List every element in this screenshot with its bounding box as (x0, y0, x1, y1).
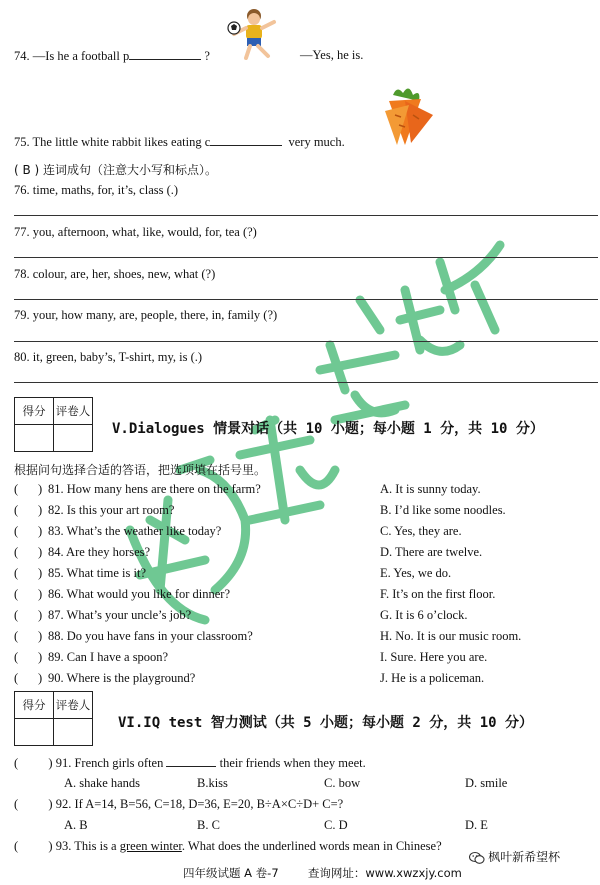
dialogue-answer-option: E. Yes, we do. (380, 566, 452, 580)
grader-label: 评卷人 (54, 398, 93, 425)
answer-blank[interactable] (210, 134, 282, 146)
option-b: B. C (197, 818, 220, 832)
dialogue-question: 82. Is this your art room? (48, 503, 175, 517)
score-cell[interactable] (15, 425, 54, 452)
question-75: 75. The little white rabbit likes eating c very much. (14, 135, 345, 149)
answer-slot[interactable] (22, 566, 36, 580)
answer-paren-close: ) (38, 524, 43, 538)
dialogue-answer-option: H. No. It is our music room. (380, 629, 522, 643)
score-cell[interactable] (15, 719, 54, 746)
dialogue-answer-option: J. He is a policeman. (380, 671, 485, 685)
page-footer: 四年级试题 A 卷-7 查询网址：www.xwzxjy.com (183, 866, 462, 880)
answer-paren-open: ( (14, 545, 19, 559)
answer-line[interactable] (14, 299, 598, 300)
answer-line[interactable] (14, 215, 598, 216)
football-boy-image (226, 6, 282, 60)
question-91: ( ) 91. French girls often their friends when they meet. (14, 756, 366, 770)
dialogue-answer-option: A. It is sunny today. (380, 482, 481, 496)
answer-paren-open: ( (14, 566, 19, 580)
answer-slot[interactable] (22, 608, 36, 622)
answer-paren-open: ( (14, 524, 19, 538)
dialogue-question: 84. Are they horses? (48, 545, 151, 559)
option-a: A. shake hands (64, 776, 141, 790)
section-5-title: V.Dialogues 情景对话（共 10 小题；每小题 1 分，共 10 分） (112, 421, 544, 437)
reorder-question-78: 78. colour, are, her, shoes, new, what (?) (14, 267, 216, 281)
answer-slot[interactable] (22, 545, 36, 559)
answer-slot[interactable] (22, 671, 36, 685)
reorder-question-80: 80. it, green, baby’s, T-shirt, my, is (.) (14, 350, 203, 364)
answer-paren-close: ) (38, 671, 43, 685)
answer-slot[interactable] (22, 503, 36, 517)
dialogue-question: 88. Do you have fans in your classroom? (48, 629, 253, 643)
answer-blank[interactable] (129, 48, 201, 60)
option-d: D. E (465, 818, 488, 832)
answer-paren-close: ) (38, 482, 43, 496)
answer-paren-close: ) (38, 503, 43, 517)
section-6-title: VI.IQ test 智力测试（共 5 小题；每小题 2 分，共 10 分） (118, 715, 534, 731)
dialogue-answer-option: G. It is 6 o’clock. (380, 608, 468, 622)
carrots-image (375, 85, 441, 149)
answer-paren-close: ) (38, 650, 43, 664)
reorder-question-77: 77. you, afternoon, what, like, would, for, tea (?) (14, 225, 257, 239)
score-box (14, 397, 93, 452)
question-92: ( ) 92. If A=14, B=56, C=18, D=36, E=20, B÷A×C÷D+ C=? (14, 797, 344, 811)
answer-paren-close: ) (38, 545, 43, 559)
answer-paren-close: ) (38, 629, 43, 643)
score-label: 得分 (15, 692, 54, 719)
answer-slot[interactable] (21, 797, 45, 808)
answer-paren-open: ( (14, 650, 19, 664)
dialogue-question: 83. What’s the weather like today? (48, 524, 222, 538)
dialogue-answer-option: D. There are twelve. (380, 545, 483, 559)
dialogue-question: 86. What would you like for dinner? (48, 587, 231, 601)
dialogue-answer-option: B. I’d like some noodles. (380, 503, 506, 517)
answer-line[interactable] (14, 382, 598, 383)
answer-line[interactable] (14, 341, 598, 342)
answer-paren-close: ) (38, 587, 43, 601)
option-c: C. bow (324, 776, 361, 790)
answer-paren-open: ( (14, 629, 19, 643)
answer-paren-open: ( (14, 671, 19, 685)
answer-paren-open: ( (14, 608, 19, 622)
reorder-question-79: 79. your, how many, are, people, there, in, family (?) (14, 308, 278, 322)
score-box (14, 691, 93, 746)
answer-paren-open: ( (14, 587, 19, 601)
answer-line[interactable] (14, 257, 598, 258)
wechat-label: 枫叶新希望杯 (488, 850, 561, 864)
answer-paren-close: ) (38, 566, 43, 580)
dialogue-question: 89. Can I have a spoon? (48, 650, 169, 664)
dialogue-answer-option: I. Sure. Here you are. (380, 650, 488, 664)
score-label: 得分 (15, 398, 54, 425)
section-5-instruction: 根据问句选择合适的答语，把选项填在括号里。 (14, 463, 267, 477)
answer-slot[interactable] (22, 587, 36, 601)
answer-blank[interactable] (166, 755, 216, 767)
answer-paren-close: ) (38, 608, 43, 622)
option-b: B.kiss (197, 776, 228, 790)
option-d: D. smile (465, 776, 508, 790)
part-b-header: ( B ) 连词成句（注意大小写和标点）。 (14, 163, 218, 177)
grader-cell[interactable] (54, 719, 93, 746)
option-a: A. B (64, 818, 88, 832)
option-c: C. D (324, 818, 348, 832)
answer-paren-open: ( (14, 503, 19, 517)
answer-slot[interactable] (22, 629, 36, 643)
wechat-icon (469, 851, 485, 865)
answer-slot[interactable] (22, 650, 36, 664)
grader-label: 评卷人 (54, 692, 93, 719)
dialogue-question: 90. Where is the playground? (48, 671, 196, 685)
answer-slot[interactable] (22, 482, 36, 496)
grader-cell[interactable] (54, 425, 93, 452)
reorder-question-76: 76. time, maths, for, it’s, class (.) (14, 183, 179, 197)
dialogue-question: 87. What’s your uncle’s job? (48, 608, 192, 622)
answer-slot[interactable] (22, 524, 36, 538)
answer-slot[interactable] (21, 839, 45, 850)
wechat-badge (466, 847, 563, 866)
answer-paren-open: ( (14, 482, 19, 496)
question-74-answer: —Yes, he is. (300, 48, 364, 62)
dialogue-question: 85. What time is it? (48, 566, 147, 580)
answer-slot[interactable] (21, 756, 45, 767)
question-93: ( ) 93. This is a green winter. What does the underlined words mean in Chinese? (14, 839, 442, 853)
dialogue-answer-option: F. It’s on the first floor. (380, 587, 496, 601)
dialogue-answer-option: C. Yes, they are. (380, 524, 462, 538)
question-74: 74. —Is he a football p ? (14, 49, 210, 63)
dialogue-question: 81. How many hens are there on the farm? (48, 482, 261, 496)
